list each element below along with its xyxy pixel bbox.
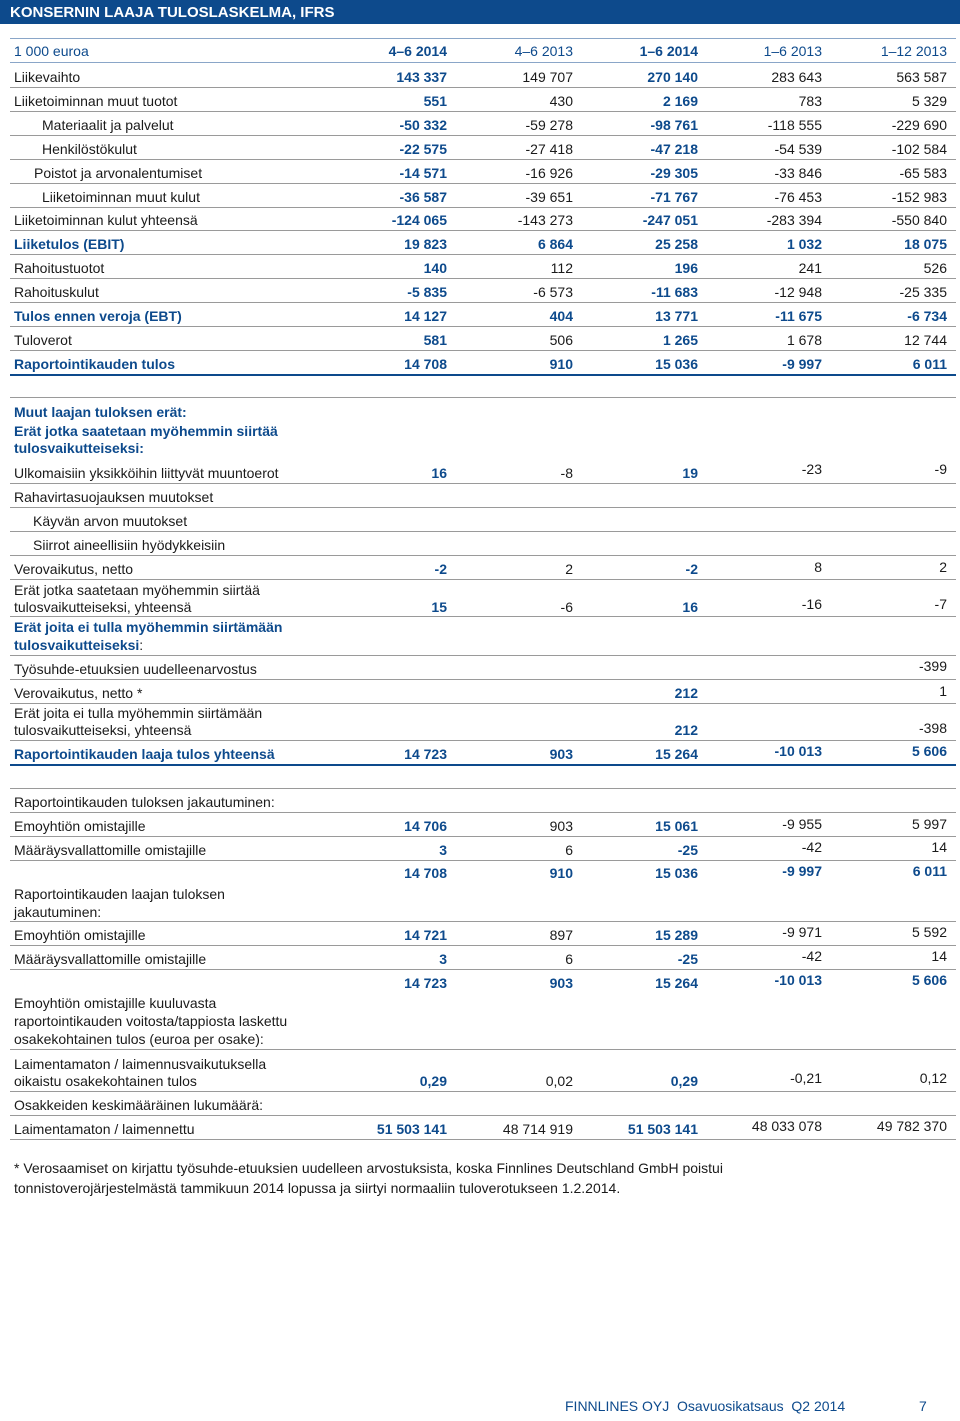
cell: 551 [423,93,447,109]
cell: -12 948 [774,284,822,300]
cell: -11 675 [775,308,822,324]
row-label: Verovaikutus, netto * [14,685,143,701]
divider [10,836,956,837]
cell: 5 606 [911,972,947,988]
cell: 506 [549,332,573,348]
cell: -29 305 [650,165,698,181]
row-label: Laimentamaton / laimennettu [14,1121,195,1137]
footnote [14,1158,914,1198]
cell: -2 [434,561,447,577]
row-label: tulosvaikutteiseksi, yhteensä [14,599,192,615]
cell: 14 721 [404,927,447,943]
cell: -229 690 [891,117,947,133]
divider [10,230,956,231]
cell: 5 606 [911,743,947,759]
cell: 15 036 [655,356,698,372]
row-label: Tulos ennen veroja (EBT) [14,308,182,324]
cell: 14 723 [404,975,447,991]
cell: -16 926 [525,165,573,181]
row-label: Liiketoiminnan muut kulut [42,189,200,205]
cell: 8 [814,559,822,575]
row-label: Määräysvallattomille omistajille [14,842,207,858]
divider [10,679,956,680]
cell: 404 [549,308,573,324]
cell: 48 033 078 [751,1118,822,1134]
cell: 783 [798,93,822,109]
cell: -9 971 [782,924,822,940]
divider [10,111,956,112]
cell: -47 218 [650,141,698,157]
cell: 0,02 [545,1073,573,1089]
cell: 19 823 [404,236,447,252]
cell: 14 706 [404,818,447,834]
cell: 3 [439,951,447,967]
page-number: 7 [919,1398,927,1414]
row-label: Rahoituskulut [14,284,99,300]
row-label: Siirrot aineellisiin hyödykkeisiin [33,537,226,553]
cell: 212 [674,722,698,738]
cell: 15 264 [655,746,698,762]
divider [10,969,956,970]
cell: -33 846 [774,165,822,181]
divider [10,655,956,656]
cell: -98 761 [650,117,698,133]
row-label: Rahoitustuotot [14,260,105,276]
divider [10,1091,956,1092]
cell: -283 394 [766,212,822,228]
divider [10,531,956,532]
cell: 16 [431,465,447,481]
cell: -6 573 [533,284,573,300]
divider [10,350,956,351]
cell: 6 864 [537,236,573,252]
cell: -5 835 [407,284,447,300]
cell: -25 [677,842,698,858]
divider [10,703,956,704]
row-label: Liiketulos (EBIT) [14,236,125,252]
cell: -65 583 [899,165,947,181]
cell: -22 575 [399,141,447,157]
footnote-line2: tonnistoverojärjestelmästä tammikuun 2014 lopussa ja siirtyi normaaliin tuloverotukseen 1.2.2014. [14,1180,621,1196]
cell: 51 503 141 [376,1121,447,1137]
row-label: Työsuhde-etuuksien uudelleenarvostus [14,661,257,677]
cell: -9 [934,461,947,477]
cell: 283 643 [771,69,822,85]
statement-title-bar [0,0,960,24]
cell: 12 744 [904,332,947,348]
cell: -76 453 [774,189,822,205]
section-heading-cont: raportointikauden voitosta/tappiosta laskettu [14,1013,288,1029]
cell: 581 [423,332,447,348]
cell: 6 [565,951,573,967]
cell: -59 278 [525,117,573,133]
cell: -118 555 [767,117,822,133]
cell: 16 [682,599,698,615]
cell: 903 [549,746,573,762]
cell: 13 771 [655,308,698,324]
cell: 6 011 [912,863,947,879]
cell: 140 [423,260,447,276]
cell: 5 997 [911,816,947,832]
col-header-fy-2013: 1–12 2013 [880,43,947,59]
cell: -9 997 [782,863,822,879]
row-label: oikaistu osakekohtainen tulos [14,1073,197,1089]
cell: 212 [674,685,698,701]
cell: -11 683 [651,284,698,300]
cell: 196 [674,260,698,276]
cell: -152 983 [891,189,947,205]
divider [10,579,956,580]
divider [10,740,956,741]
cell: -143 273 [517,212,573,228]
divider [10,945,956,946]
divider [10,1139,956,1140]
cell: 25 258 [655,236,698,252]
cell: 0,29 [670,1073,698,1089]
cell: -39 651 [525,189,573,205]
divider [10,555,956,556]
cell: -25 [677,951,698,967]
cell: -36 587 [399,189,447,205]
cell: -10 013 [774,972,822,988]
divider [10,207,956,208]
cell: -2 [685,561,698,577]
col-header-q2-2014: 4–6 2014 [388,43,447,59]
divider [10,616,956,617]
cell: 18 075 [904,236,947,252]
cell: 241 [798,260,822,276]
cell: -16 [801,596,822,612]
row-label-line1: Laimentamaton / laimennusvaikutuksella [14,1056,267,1072]
row-label: tulosvaikutteiseksi, yhteensä [14,722,192,738]
row-label: Liikevaihto [14,69,81,85]
col-header-h1-2013: 1–6 2013 [763,43,822,59]
row-label: Henkilöstökulut [42,141,137,157]
oci-subheading-colon: : [139,637,144,653]
cell: 14 127 [404,308,447,324]
section-heading-cont: jakautuminen: [14,904,102,920]
cell: -14 571 [399,165,447,181]
cell: 6 011 [912,356,947,372]
cell: 910 [549,865,573,881]
cell: 15 036 [655,865,698,881]
cell: -27 418 [525,141,573,157]
cell: -8 [560,465,573,481]
cell: -6 [560,599,573,615]
cell: 15 061 [655,818,698,834]
divider [10,921,956,922]
row-label: Materiaalit ja palvelut [42,117,174,133]
cell: 6 [565,842,573,858]
cell: 49 782 370 [876,1118,947,1134]
cell: -102 584 [891,141,947,157]
row-label: Raportointikauden tulos [14,356,175,372]
divider [10,397,956,398]
divider [10,159,956,160]
cell: -10 013 [774,743,822,759]
row-label: Poistot ja arvonalentumiset [34,165,203,181]
cell: -42 [801,839,822,855]
cell: 14 [931,839,947,855]
section-heading-label: Osakkeiden keskimääräinen lukumäärä: [14,1097,264,1113]
cell: 14 723 [404,746,447,762]
cell: 51 503 141 [627,1121,698,1137]
cell: 5 329 [911,93,947,109]
row-label: Tuloverot [14,332,72,348]
cell: 526 [923,260,947,276]
row-label-line1: Erät joita ei tulla myöhemmin siirtämään [14,705,263,721]
divider [10,812,956,813]
divider [10,254,956,255]
cell: -550 840 [891,212,947,228]
oci-subheading-cont: tulosvaikutteiseksi: [14,440,144,456]
cell: -71 767 [650,189,698,205]
page-footer [565,1398,927,1414]
cell: 2 [939,559,947,575]
divider [10,62,956,63]
cell: 2 [565,561,573,577]
oci-subheading: Erät joita ei tulla myöhemmin siirtämään [14,619,283,635]
cell: -247 051 [642,212,698,228]
row-label: Emoyhtiön omistajille [14,818,146,834]
row-label: Verovaikutus, netto [14,561,134,577]
row-label: Liiketoiminnan kulut yhteensä [14,212,198,228]
cell: 910 [549,356,573,372]
divider [10,1115,956,1116]
cell: -54 539 [774,141,822,157]
col-header-h1-2014: 1–6 2014 [639,43,698,59]
divider [10,1049,956,1050]
cell: 3 [439,842,447,858]
row-label: Määräysvallattomille omistajille [14,951,207,967]
cell: -9 955 [782,816,822,832]
row-label: Liiketoiminnan muut tuotot [14,93,178,109]
row-label: Rahavirtasuojauksen muutokset [14,489,214,505]
cell: -0,21 [790,1070,822,1086]
section-heading: Emoyhtiön omistajille kuuluvasta [14,995,217,1011]
section-heading-cont: osakekohtainen tulos (euroa per osake): [14,1031,264,1047]
cell: -23 [801,461,822,477]
cell: 14 708 [404,356,447,372]
cell: -7 [934,596,947,612]
divider [10,87,956,88]
cell: 1 032 [786,236,822,252]
cell: 0,12 [919,1070,947,1086]
divider [10,507,956,508]
oci-heading: Muut laajan tuloksen erät: [14,404,187,420]
divider [10,278,956,279]
cell: 903 [549,975,573,991]
cell: 15 289 [655,927,698,943]
divider [10,183,956,184]
cell: -399 [918,658,947,674]
cell: -25 335 [899,284,947,300]
oci-subheading-cont [14,637,143,654]
divider [10,135,956,136]
cell: 14 708 [404,865,447,881]
cell: 430 [549,93,573,109]
cell: -50 332 [399,117,447,133]
statement-title: KONSERNIN LAAJA TULOSLASKELMA, IFRS [10,4,335,21]
footnote-line1: * Verosaamiset on kirjattu työsuhde-etuuksien uudelleen arvostuksista, koska Finnlines Deutschland GmbH poistui [14,1160,723,1176]
divider [10,374,956,376]
divider [10,326,956,327]
cell: 1 678 [786,332,822,348]
cell: 2 169 [662,93,698,109]
cell: 0,29 [419,1073,447,1089]
cell: 1 [939,683,947,699]
cell: 14 [931,948,947,964]
cell: -42 [801,948,822,964]
row-label: Käyvän arvon muutokset [33,513,188,529]
divider [10,788,956,789]
cell: -398 [918,720,947,736]
divider [10,302,956,303]
cell: 143 337 [396,69,447,85]
section-heading-label: Raportointikauden tuloksen jakautuminen: [14,794,275,810]
cell: -6 734 [907,308,947,324]
col-header-q2-2013: 4–6 2013 [514,43,573,59]
cell: 149 707 [522,69,573,85]
oci-subheading: Erät jotka saatetaan myöhemmin siirtää [14,423,278,439]
divider [10,38,956,39]
cell: 48 714 919 [502,1121,573,1137]
cell: 19 [682,465,698,481]
row-label-line1: Erät jotka saatetaan myöhemmin siirtää [14,582,260,598]
divider [10,764,956,766]
cell: 15 264 [655,975,698,991]
cell: 112 [550,260,573,276]
cell: -124 065 [391,212,447,228]
cell: 1 265 [662,332,698,348]
section-heading: Raportointikauden laajan tuloksen [14,886,225,902]
oci-subheading-text: tulosvaikutteiseksi [14,637,140,653]
divider [10,860,956,861]
row-label: Raportointikauden laaja tulos yhteensä [14,746,275,762]
unit-label: 1 000 euroa [14,43,89,59]
cell: 15 [431,599,447,615]
cell: -9 997 [782,356,822,372]
cell: 270 140 [647,69,698,85]
cell: 5 592 [911,924,947,940]
cell: 903 [549,818,573,834]
cell: 897 [549,927,573,943]
divider [10,483,956,484]
cell: 563 587 [896,69,947,85]
row-label: Ulkomaisiin yksikköihin liittyvät muuntoerot [14,465,279,481]
row-label: Emoyhtiön omistajille [14,927,146,943]
page-footer-text: FINNLINES OYJ Osavuosikatsaus Q2 2014 [565,1398,846,1414]
